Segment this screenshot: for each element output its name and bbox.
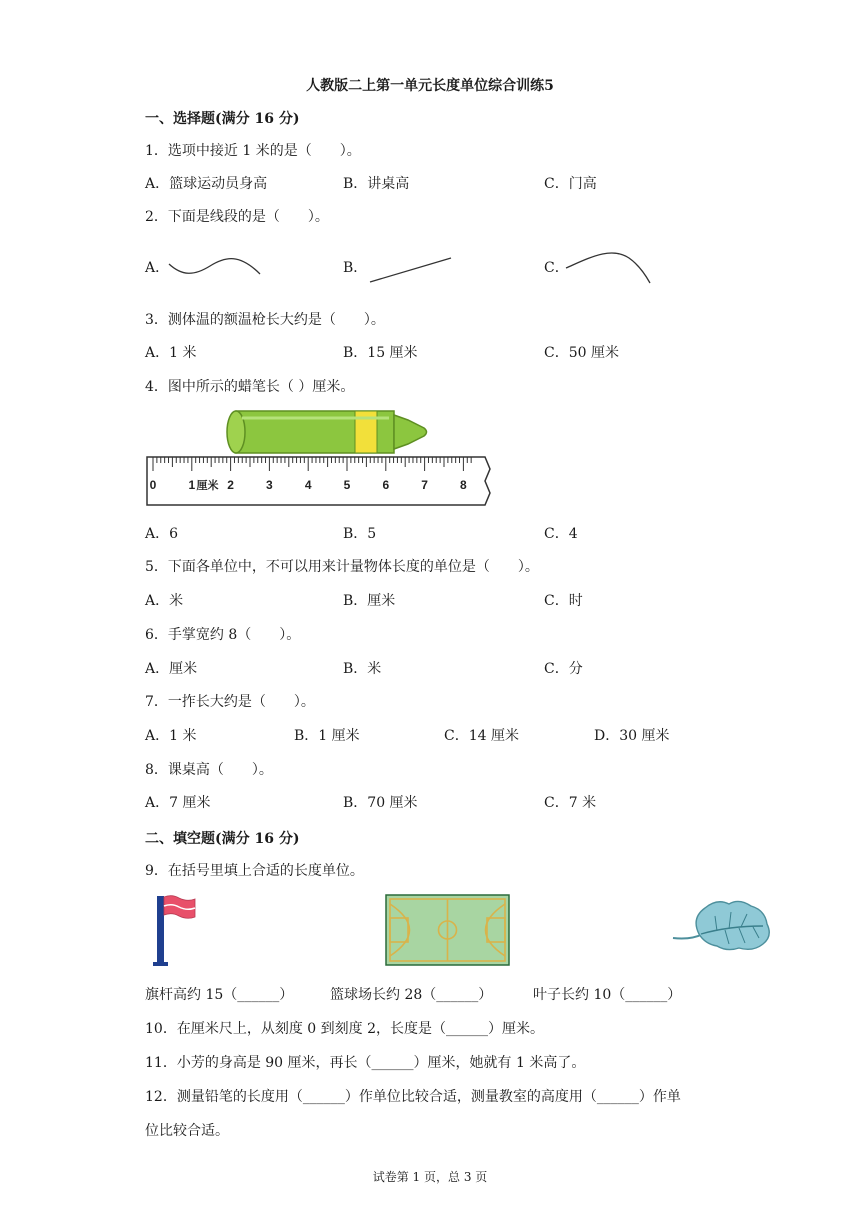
question-2-option-a: A． — [145, 260, 170, 276]
question-2-option-c: C． — [544, 260, 569, 276]
page-footer: 试卷第 1 页，总 3 页 — [372, 1170, 488, 1184]
ruler-number: 7 — [421, 478, 428, 492]
question-1-option-b: B．讲桌高 — [343, 176, 410, 192]
ruler-number: 4 — [304, 478, 312, 492]
question-3-option-b: B．15 厘米 — [343, 345, 418, 361]
question-1-stem: 1．选项中接近 1 米的是（ ）。 — [145, 143, 361, 159]
curved-line-figure — [565, 250, 653, 286]
ruler-figure — [145, 455, 495, 507]
question-2-stem: 2．下面是线段的是（ ）。 — [145, 209, 329, 225]
question-12-line-2: 位比较合适。 — [145, 1123, 229, 1139]
question-9-stem: 9．在括号里填上合适的长度单位。 — [145, 863, 364, 879]
wavy-line-figure — [168, 252, 263, 278]
question-9-leaf-blank: 叶子长约 10（______） — [533, 987, 682, 1003]
question-5-option-c: C．时 — [544, 593, 583, 609]
basketball-court-icon — [385, 894, 511, 967]
question-4-option-a: A．6 — [145, 526, 179, 542]
question-7-option-c: C．14 厘米 — [444, 728, 519, 744]
question-8-option-a: A．7 厘米 — [145, 795, 211, 811]
question-12-line-1: 12．测量铅笔的长度用（______）作单位比较合适，测量教室的高度用（______）作单 — [145, 1089, 681, 1105]
ruler-number: 8 — [460, 478, 467, 492]
question-4-option-b: B．5 — [343, 526, 377, 542]
question-8-stem: 8．课桌高（ ）。 — [145, 762, 273, 778]
question-4-option-c: C．4 — [544, 526, 578, 542]
question-9-flagpole-blank: 旗杆高约 15（______） — [145, 987, 294, 1003]
section-heading-choice: 一、选择题(满分 16 分) — [145, 111, 300, 127]
question-1-option-c: C．门高 — [544, 176, 597, 192]
ruler-number: 6 — [382, 478, 390, 492]
question-7-option-b: B．1 厘米 — [294, 728, 360, 744]
question-6-option-c: C．分 — [544, 661, 583, 677]
ruler-number: 0 — [149, 478, 157, 492]
crayon-figure — [224, 408, 434, 458]
ruler-number: 5 — [343, 478, 351, 492]
question-10: 10．在厘米尺上，从刻度 0 到刻度 2，长度是（______）厘米。 — [145, 1021, 544, 1037]
ruler-number: 2 — [227, 478, 234, 492]
section-heading-fill: 二、填空题(满分 16 分) — [145, 831, 300, 847]
question-2-option-b: B． — [343, 260, 368, 276]
question-9-court-blank: 篮球场长约 28（______） — [330, 987, 493, 1003]
line-segment-figure — [368, 256, 454, 284]
question-4-stem: 4．图中所示的蜡笔长（ ）厘米。 — [145, 379, 355, 395]
question-5-option-a: A．米 — [145, 593, 184, 609]
leaf-icon — [669, 896, 775, 954]
question-11: 11．小芳的身高是 90 厘米，再长（______）厘米，她就有 1 米高了。 — [145, 1055, 586, 1071]
page-title: 人教版二上第一单元长度单位综合训练5 — [306, 78, 554, 94]
question-3-stem: 3．测体温的额温枪长大约是（ ）。 — [145, 312, 385, 328]
ruler-number: 3 — [266, 478, 273, 492]
question-6-stem: 6．手掌宽约 8（ ）。 — [145, 627, 301, 643]
question-5-option-b: B．厘米 — [343, 593, 396, 609]
question-3-option-c: C．50 厘米 — [544, 345, 619, 361]
question-7-option-a: A．1 米 — [145, 728, 197, 744]
ruler-unit-label: 厘米 — [196, 479, 219, 492]
question-1-option-a: A．篮球运动员身高 — [145, 176, 268, 192]
question-5-stem: 5．下面各单位中，不可以用来计量物体长度的单位是（ ）。 — [145, 559, 539, 575]
question-7-option-d: D．30 厘米 — [594, 728, 670, 744]
ruler-number: 1 — [188, 478, 196, 492]
question-8-option-c: C．7 米 — [544, 795, 597, 811]
question-6-option-b: B．米 — [343, 661, 382, 677]
flagpole-icon — [152, 893, 198, 968]
question-8-option-b: B．70 厘米 — [343, 795, 418, 811]
question-7-stem: 7．一拃长大约是（ ）。 — [145, 694, 315, 710]
question-3-option-a: A．1 米 — [145, 345, 197, 361]
question-6-option-a: A．厘米 — [145, 661, 198, 677]
